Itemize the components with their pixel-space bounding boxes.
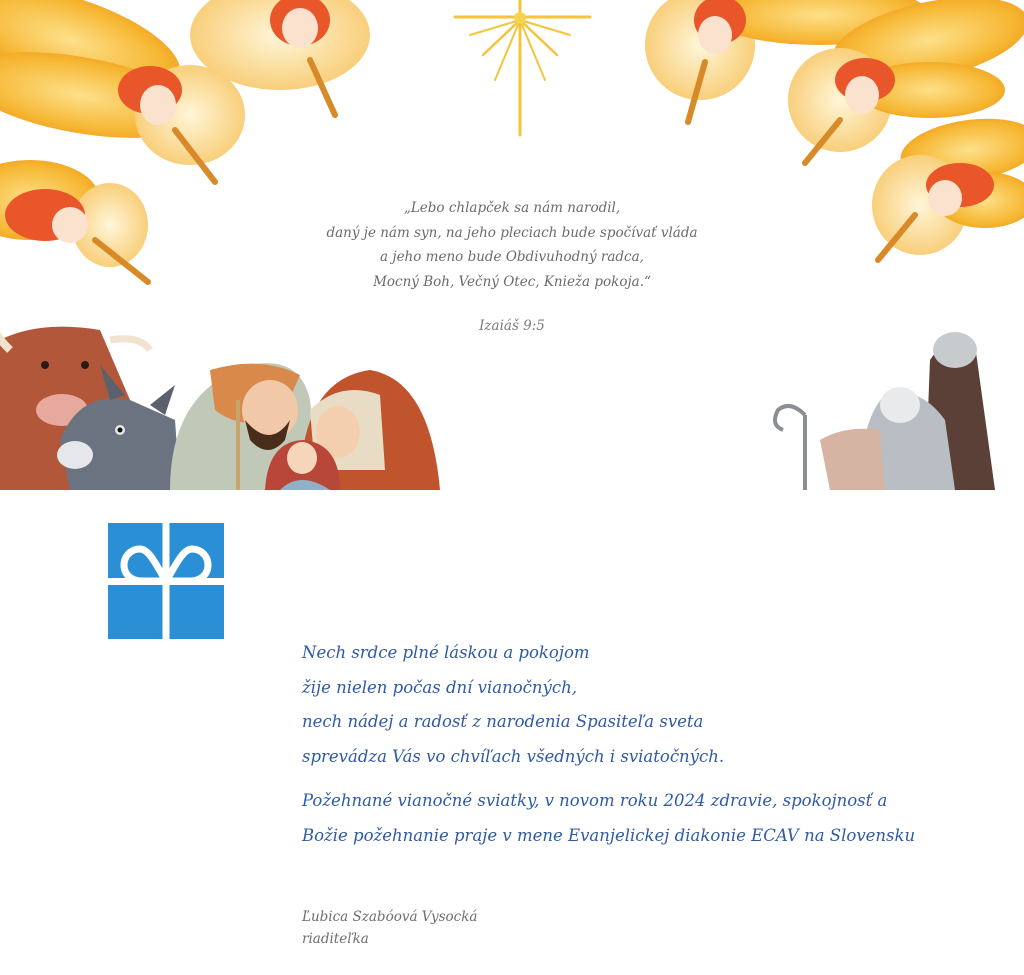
christmas-greeting [302, 640, 1002, 857]
signature [302, 906, 477, 950]
bethlehem-star-icon [455, 0, 590, 135]
quote-line: daný je nám syn, na jeho pleciach bude spočívať vláda [326, 224, 698, 241]
greeting-line: nech nádej a radosť z narodenia Spasiteľa sveta [302, 712, 704, 731]
holy-family [170, 363, 440, 490]
shepherds [775, 332, 995, 490]
greeting-line: Božie požehnanie praje v mene Evanjelickej diakonie ECAV na Slovensku [302, 825, 916, 845]
greeting-line: Nech srdce plné láskou a pokojom [302, 643, 590, 662]
signature-title: riaditeľka [302, 931, 369, 947]
angel-right-bottom [872, 111, 1024, 260]
signature-name: Ľubica Szabóová Vysocká [302, 909, 478, 925]
quote-line: a jeho meno bude Obdivuhodný radca, [380, 249, 644, 265]
greeting-line: žije nielen počas dní vianočných, [302, 677, 577, 697]
quote-line: Mocný Boh, Večný Otec, Knieža pokoja.“ [373, 273, 651, 290]
quote-reference: Izaiáš 9:5 [479, 318, 545, 334]
diakonia-cross-logo [108, 523, 224, 639]
bible-quote [290, 196, 734, 294]
quote-line: „Lebo chlapček sa nám narodil, [403, 200, 621, 216]
greeting-line: sprevádza Vás vo chvíľach všedných i sviatočných. [302, 746, 725, 766]
greeting-line: Požehnané vianočné sviatky, v novom roku 2024 zdravie, spokojnosť a [302, 791, 888, 810]
angel-left-bottom [0, 160, 148, 282]
